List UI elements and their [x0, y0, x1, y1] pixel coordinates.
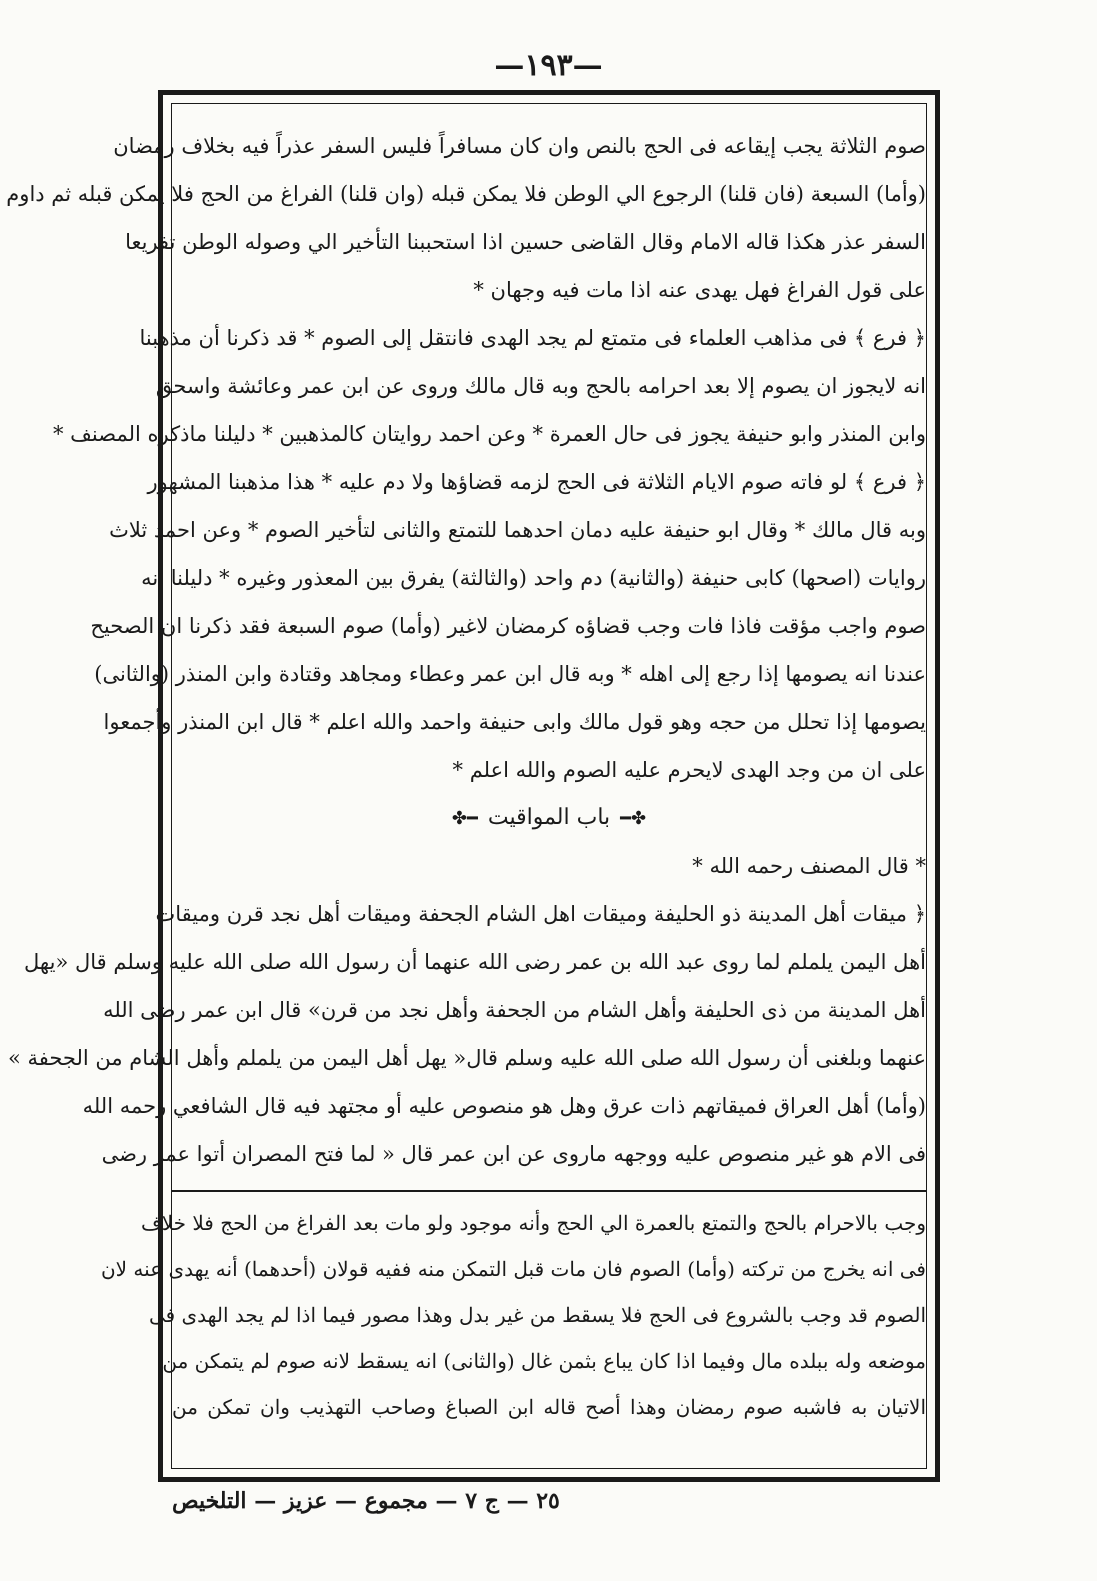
ornament-icon: ━✤	[451, 808, 478, 829]
main-line: أهل اليمن يلملم لما روى عبد الله بن عمر رضى الله عنهما أن رسول الله صلى الله عليه وسلم قال «يهل	[24, 950, 926, 974]
main-line: أهل المدينة من ذى الحليفة وأهل الشام من الجحفة وأهل نجد من قرن» قال ابن عمر رضى الله	[103, 998, 926, 1022]
main-line: ﴿ ميقات أهل المدينة ذو الحليفة وميقات اهل الشام الجحفة وميقات أهل نجد قرن وميقات	[155, 902, 926, 926]
main-line: (وأما) أهل العراق فميقاتهم ذات عرق وهل هو منصوص عليه أو مجتهد فيه قال الشافعي رحمه الله	[82, 1094, 926, 1118]
main-line: السفر عذر هكذا قاله الامام وقال القاضى حسين اذا استحببنا التأخير الي وصوله الوطن تفريعا	[125, 230, 926, 254]
footnote-line: وجب بالاحرام بالحج والتمتع بالعمرة الي الحج وأنه موجود ولو مات بعد الفراغ من الحج فلا خلاف	[140, 1211, 926, 1235]
footnote-separator	[172, 1190, 926, 1192]
footnote-text-block	[100, 1200, 926, 1430]
main-line: صوم الثلاثة يجب إيقاعه فى الحج بالنص وان كان مسافراً فليس السفر عذراً فيه بخلاف رمضان	[113, 134, 926, 158]
main-line: على قول الفراغ فهل يهدى عنه اذا مات فيه وجهان *	[473, 278, 926, 302]
footnote-line: فى انه يخرج من تركته (وأما) الصوم فان مات قبل التمكن منه ففيه قولان (أحدهما) أنه يهدى عنه لان	[100, 1257, 926, 1281]
section-heading-title: باب المواقيت	[487, 805, 611, 830]
footnote-line: الصوم قد وجب بالشروع فى الحج فلا يسقط من غير بدل وهذا مصور فيما اذا لم يجد الهدى فى	[148, 1303, 926, 1327]
main-text-block	[6, 122, 926, 1178]
main-line: ﴿ فرع ﴾ لو فاته صوم الايام الثلاثة فى الحج لزمه قضاؤها ولا دم عليه * هذا مذهبنا المشهور	[147, 470, 926, 494]
main-line: يصومها إذا تحلل من حجه وهو قول مالك وابى حنيفة واحمد والله اعلم * قال ابن المنذر وأجمعوا	[103, 710, 926, 734]
footnote-line: الاتيان به فاشبه صوم رمضان وهذا أصح قاله ابن الصباغ وصاحب التهذيب وان تمكن من	[172, 1395, 926, 1419]
main-line: * قال المصنف رحمه الله *	[692, 854, 926, 878]
page-footer	[172, 1488, 612, 1514]
main-line: عندنا انه يصومها إذا رجع إلى اهله * وبه قال ابن عمر وعطاء ومجاهد وقتادة وابن المنذر (والثانى)	[94, 662, 926, 686]
ornament-icon: ✤━	[620, 808, 647, 829]
main-line: فى الام هو غير منصوص عليه ووجهه ماروى عن ابن عمر قال « لما فتح المصران أتوا عمر رضى	[101, 1142, 926, 1166]
main-line: عنهما وبلغنى أن رسول الله صلى الله عليه وسلم قال« يهل أهل اليمن من يلملم وأهل الشام من الجحفة »	[7, 1046, 926, 1070]
main-line: وابن المنذر وابو حنيفة يجوز فى حال العمرة * وعن احمد روايتان كالمذهبين * دليلنا ماذكره المصنف *	[53, 422, 926, 446]
footer-signature: ٢٥ — ج ٧ — مجموع — عزيز — التلخيص	[172, 1488, 560, 1514]
main-line: على ان من وجد الهدى لايحرم عليه الصوم والله اعلم *	[452, 758, 926, 782]
main-line: انه لايجوز ان يصوم إلا بعد احرامه بالحج وبه قال مالك وروى عن ابن عمر وعائشة واسحق	[155, 374, 926, 398]
footnote-line: موضعه وله ببلده مال وفيما اذا كان يباع بثمن غال (والثانى) انه يسقط لانه صوم لم يتمكن من	[162, 1349, 926, 1373]
main-line: روايات (اصحها) كابى حنيفة (والثانية) دم واحد (والثالثة) يفرق بين المعذور وغيره * دليلنا انه	[141, 566, 926, 590]
main-line: وبه قال مالك * وقال ابو حنيفة عليه دمان احدهما للتمتع والثانى لتأخير الصوم * وعن احمد ثلاث	[109, 518, 926, 542]
main-line: ﴿ فرع ﴾ فى مذاهب العلماء فى متمتع لم يجد الهدى فانتقل إلى الصوم * قد ذكرنا أن مذهبنا	[139, 326, 926, 350]
main-line: (وأما) السبعة (فان قلنا) الرجوع الي الوطن فلا يمكن قبله (وان قلنا) الفراغ من الحج فلا يمكن قبله ثم داوم	[6, 182, 926, 206]
main-line: صوم واجب مؤقت فاذا فات وجب قضاؤه كرمضان لاغير (وأما) صوم السبعة فقد ذكرنا ان الصحيح	[90, 614, 926, 638]
page-number: —١٩٣—	[494, 48, 603, 83]
section-heading	[172, 794, 926, 842]
